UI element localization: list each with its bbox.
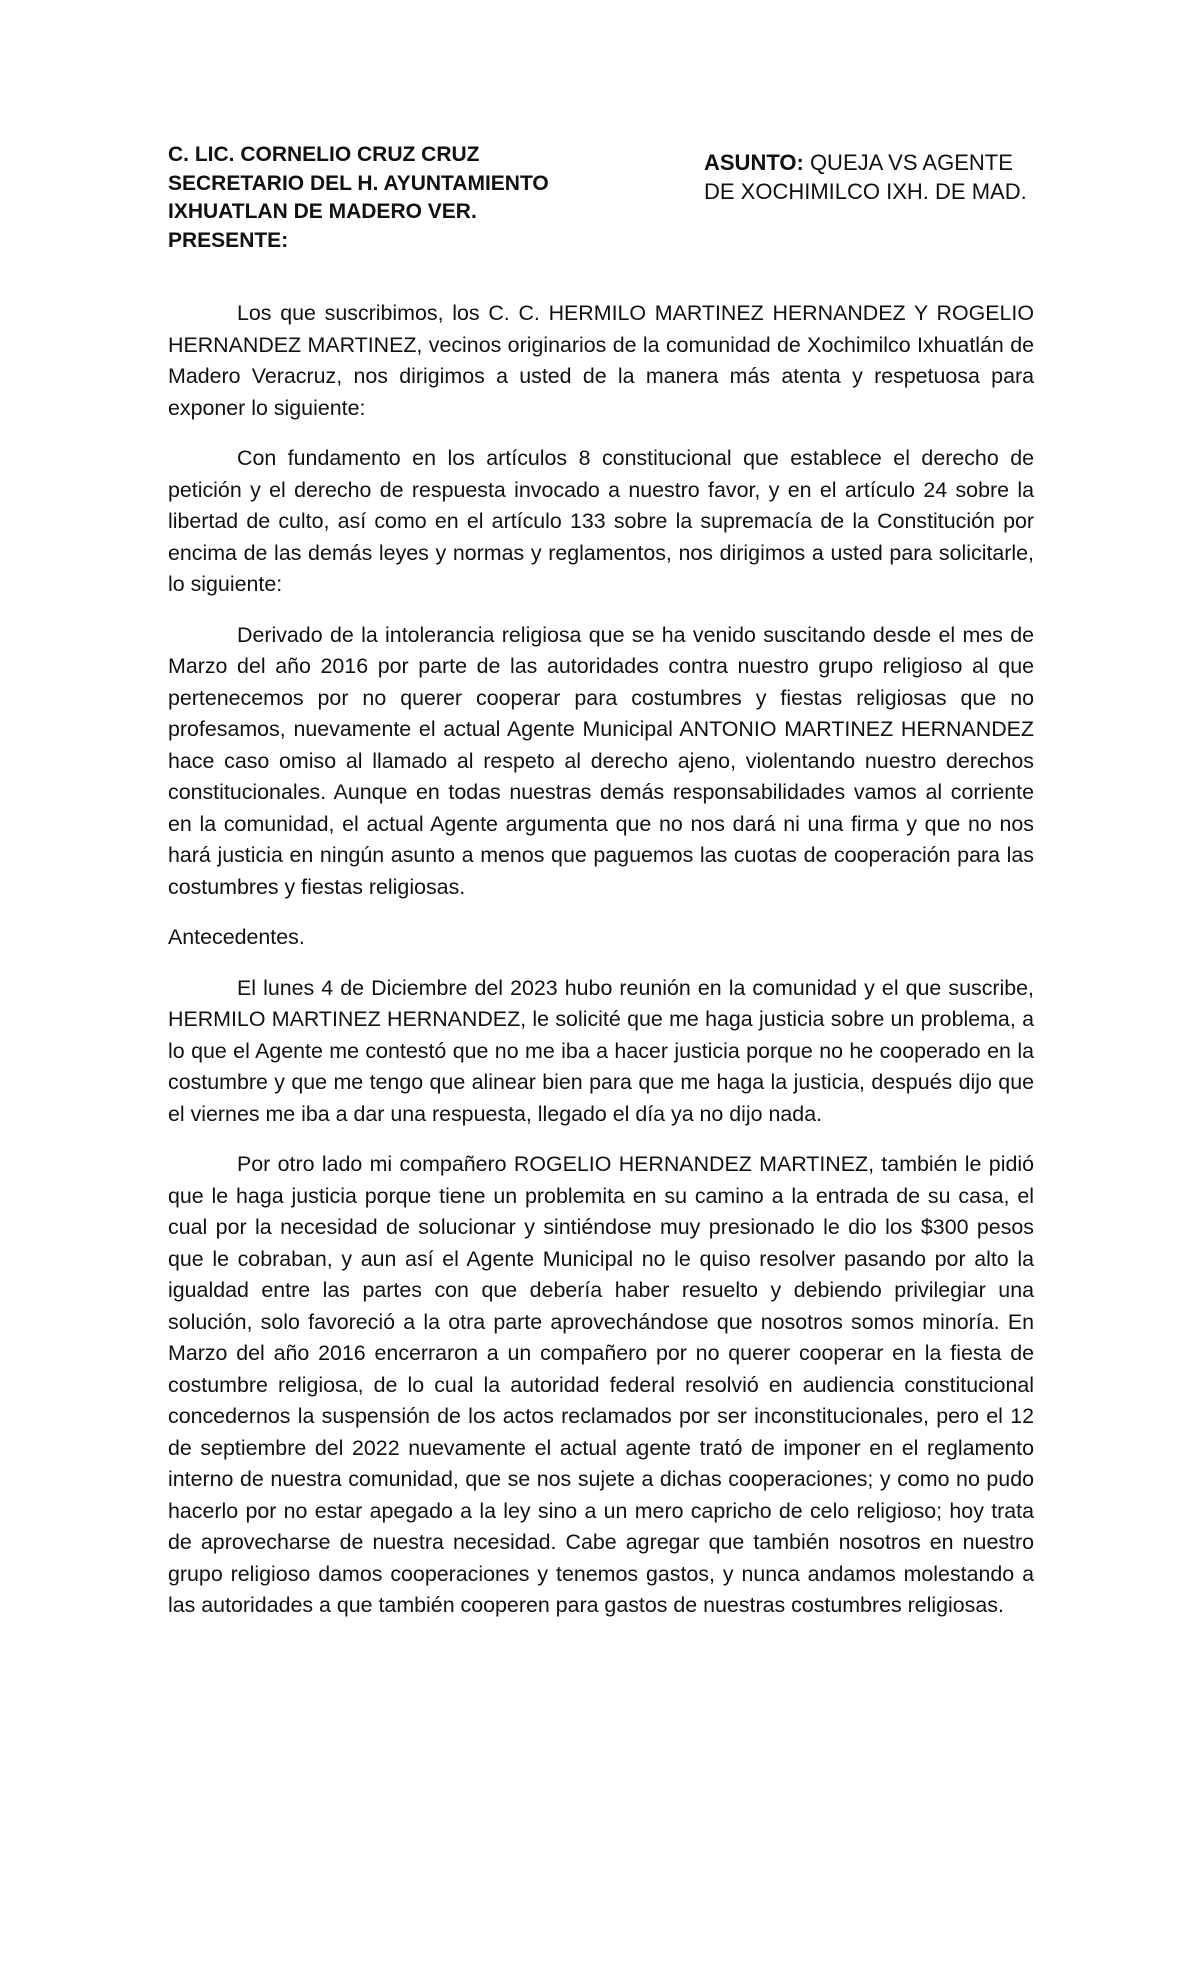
paragraph-intro: Los que suscribimos, los C. C. HERMILO MARTINEZ HERNANDEZ Y ROGELIO HERNANDEZ MARTINEZ, vecinos originarios de la comunidad de Xochimilco Ixhuatlán de Madero Veracruz, nos dirigimos a usted de la manera más atenta y respetuosa para exponer lo siguiente: bbox=[168, 301, 1034, 420]
addressee-presente: PRESENTE: bbox=[168, 228, 289, 252]
letter-body bbox=[168, 298, 1034, 1641]
addressee-block bbox=[168, 141, 648, 255]
addressee-location: IXHUATLAN DE MADERO VER. bbox=[168, 200, 477, 223]
addressee-name: C. LIC. CORNELIO CRUZ CRUZ bbox=[168, 143, 480, 166]
subject-line-2: DE XOCHIMILCO IXH. DE MAD. bbox=[704, 178, 1027, 204]
paragraph-antecedent-2: Por otro lado mi compañero ROGELIO HERNANDEZ MARTINEZ, también le pidió que le haga justicia porque tiene un problemita en su camino a la entrada de su casa, el cual por la necesidad de solucionar y sintiéndose muy presionado le dio los $300 pesos que le cobraban, y aun así el Agente Municipal no le quiso resolver pasando por alto la igualdad entre las partes con que debería haber resuelto y debiendo privilegiar una solución, solo favoreció a la otra parte aprovechándose que nosotros somos minoría. En Marzo del año 2016 encerraron a un compañero por no querer cooperar en la fiesta de costumbre religiosa, de lo cual la autoridad federal resolvió en audiencia constitucional concedernos la suspensión de los actos reclamados por ser inconstitucionales, pero el 12 de septiembre del 2022 nuevamente el actual agente trató de imponer en el reglamento interno de nuestra comunidad, que se nos sujete a dichas cooperaciones; y como no pudo hacerlo por no estar apegado a la ley sino a un mero capricho de celo religioso; hoy trata de aprovecharse de nuestra necesidad. Cabe agregar que también nosotros en nuestro grupo religioso damos cooperaciones y tenemos gastos, y nunca andamos molestando a las autoridades a que también cooperen para gastos de nuestras costumbres religiosas. bbox=[168, 1152, 1034, 1617]
subject-line-1: QUEJA VS AGENTE bbox=[803, 150, 1013, 175]
paragraph-legal-basis: Con fundamento en los artículos 8 constitucional que establece el derecho de petición y el derecho de respuesta invocado a nuestro favor, y en el artículo 24 sobre la libertad de culto, así como en el artículo 133 sobre la supremacía de la Constitución por encima de las demás leyes y normas y reglamentos, nos dirigimos a usted para solicitarle, lo siguiente: bbox=[168, 446, 1034, 596]
paragraph-antecedent-1: El lunes 4 de Diciembre del 2023 hubo reunión en la comunidad y el que suscribe, HERMILO MARTINEZ HERNANDEZ, le solicité que me haga justicia sobre un problema, a lo que el Agente me contestó que no me iba a hacer justicia porque no he cooperado en la costumbre y que me tengo que alinear bien para que me haga la justicia, después dijo que el viernes me iba a dar una respuesta, llegado el día ya no dijo nada. bbox=[168, 975, 1034, 1126]
addressee-position: SECRETARIO DEL H. AYUNTAMIENTO bbox=[168, 171, 549, 195]
section-heading-antecedentes: Antecedentes. bbox=[168, 925, 305, 949]
subject-label: ASUNTO: bbox=[704, 150, 804, 175]
subject-block bbox=[704, 149, 1104, 206]
paragraph-complaint: Derivado de la intolerancia religiosa que se ha venido suscitando desde el mes de Marzo del año 2016 por parte de las autoridades contra nuestro grupo religioso al que pertenecemos por no querer cooperar para costumbres y fiestas religiosas que no profesamos, nuevamente el actual Agente Municipal ANTONIO MARTINEZ HERNANDEZ hace caso omiso al llamado al respeto al derecho ajeno, violentando nuestro derechos constitucionales. Aunque en todas nuestras demás responsabilidades vamos al corriente en la comunidad, el actual Agente argumenta que no nos dará ni una firma y que no nos hará justicia en ningún asunto a menos que paguemos las cuotas de cooperación para las costumbres y fiestas religiosas. bbox=[168, 622, 1034, 899]
